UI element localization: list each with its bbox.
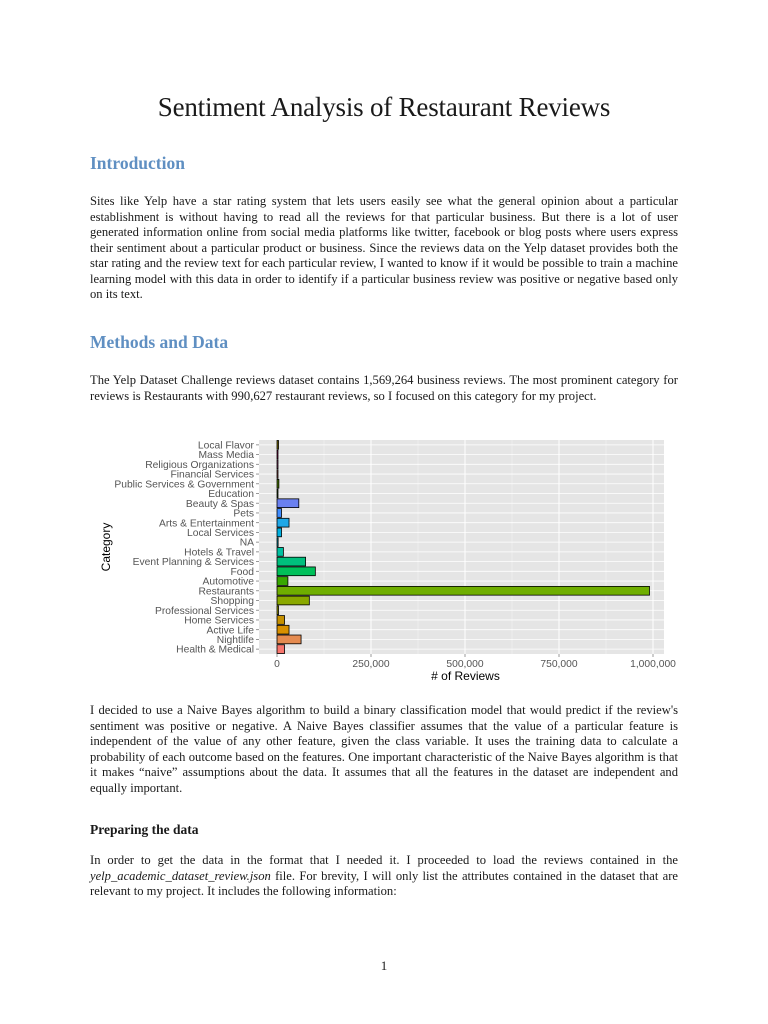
- methods-heading: Methods and Data: [90, 332, 229, 352]
- y-tick-label: Restaurants: [198, 586, 254, 598]
- bar-17: [277, 606, 279, 615]
- preparing-data-heading: Preparing the data: [90, 822, 199, 837]
- introduction-heading: Introduction: [90, 153, 185, 173]
- bar-7: [277, 509, 282, 518]
- introduction-paragraph: Sites like Yelp have a star rating system that lets users easily see what the general opinion about a particular establishment is without having to read all the reviews for that particular business. But there is a lot of user generated information online from social media platforms like twitter, facebook or blog posts where users express their sentiment about a particular product or business. Since the reviews data on the Yelp dataset provides both the star rating and the review text for each particular review, I wanted to know if it would be possible to train a machine learning model with this data in order to identify if a particular business review was positive or negative based only on its text.: [90, 194, 678, 301]
- bar-16: [277, 596, 309, 605]
- y-tick-label: Shopping: [210, 596, 254, 608]
- y-tick-label: Local Flavor: [197, 440, 254, 452]
- preparing-text-before: In order to get the data in the format that I needed it. I proceeded to load the reviews contained in the: [90, 853, 678, 867]
- bar-9: [277, 528, 282, 537]
- methods-paragraph-2: I decided to use a Naive Bayes algorithm to build a binary classification model that would predict if the review's sentiment was positive or negative. A Naive Bayes classifier assumes that the value of a particular feature is independent of the value of any other feature, given the class variable. It uses the training data to calculate a probability of each outcome based on the features. One important characteristic of the Naive Bayes algorithm is that it makes “naive” assumptions about the data. It assumes that all the features in the dataset are independent and equally important.: [90, 703, 678, 795]
- chart-panel: [259, 440, 664, 654]
- y-tick-label: Religious Organizations: [145, 459, 254, 471]
- bar-3: [277, 470, 278, 479]
- bar-0: [277, 440, 279, 449]
- x-tick-label: 1,000,000: [630, 659, 676, 670]
- reviews-by-category-chart: [90, 436, 680, 686]
- y-tick-label: Automotive: [202, 576, 254, 588]
- bar-5: [277, 489, 278, 498]
- bar-20: [277, 635, 301, 644]
- y-tick-label: Financial Services: [170, 469, 254, 481]
- bar-1: [277, 450, 278, 459]
- y-tick-label: Hotels & Travel: [184, 547, 254, 559]
- bar-21: [277, 645, 285, 654]
- bar-2: [277, 460, 278, 469]
- y-tick-label: Pets: [233, 508, 254, 520]
- bar-14: [277, 577, 288, 586]
- bar-4: [277, 479, 279, 488]
- dataset-filename: yelp_academic_dataset_review.json: [90, 868, 271, 883]
- y-tick-label: NA: [239, 537, 254, 549]
- page-title: Sentiment Analysis of Restaurant Reviews: [157, 92, 611, 122]
- y-tick-label: Arts & Entertainment: [159, 518, 254, 530]
- y-tick-label: Public Services & Government: [114, 479, 254, 491]
- bar-6: [277, 499, 299, 508]
- y-tick-label: Health & Medical: [176, 644, 254, 656]
- x-tick-label: 250,000: [352, 659, 390, 670]
- bar-19: [277, 625, 289, 634]
- y-tick-label: Home Services: [184, 615, 254, 627]
- bar-11: [277, 547, 283, 556]
- bar-8: [277, 518, 289, 527]
- page-number: 1: [380, 958, 388, 973]
- bar-13: [277, 567, 315, 576]
- y-tick-label: Event Planning & Services: [132, 557, 254, 569]
- methods-paragraph-1: The Yelp Dataset Challenge reviews dataset contains 1,569,264 business reviews. The most prominent category for reviews is Restaurants with 990,627 restaurant reviews, so I focused on this category for my project.: [90, 373, 678, 403]
- y-tick-label: Mass Media: [198, 450, 254, 462]
- y-tick-label: Beauty & Spas: [185, 498, 254, 510]
- y-axis-title: Category: [99, 522, 113, 572]
- y-tick-label: Active Life: [206, 625, 254, 637]
- preparing-text-after: file. For brevity, I will only list the attributes contained in the dataset that are relevant to my project. It includes the following information:: [90, 868, 678, 898]
- bar-10: [277, 538, 278, 547]
- y-tick-label: Food: [230, 566, 254, 578]
- y-tick-label: Education: [208, 489, 254, 501]
- bar-15: [277, 586, 649, 595]
- x-tick-label: 750,000: [540, 659, 578, 670]
- bar-12: [277, 557, 306, 566]
- y-tick-label: Local Services: [187, 528, 254, 540]
- y-tick-label: Nightlife: [216, 635, 254, 647]
- bar-18: [277, 616, 285, 625]
- y-tick-label: Professional Services: [154, 605, 254, 617]
- x-axis-title: # of Reviews: [431, 669, 500, 683]
- x-tick-label: 500,000: [446, 659, 484, 670]
- x-tick-label: 0: [274, 659, 280, 670]
- preparing-data-paragraph: [90, 853, 678, 900]
